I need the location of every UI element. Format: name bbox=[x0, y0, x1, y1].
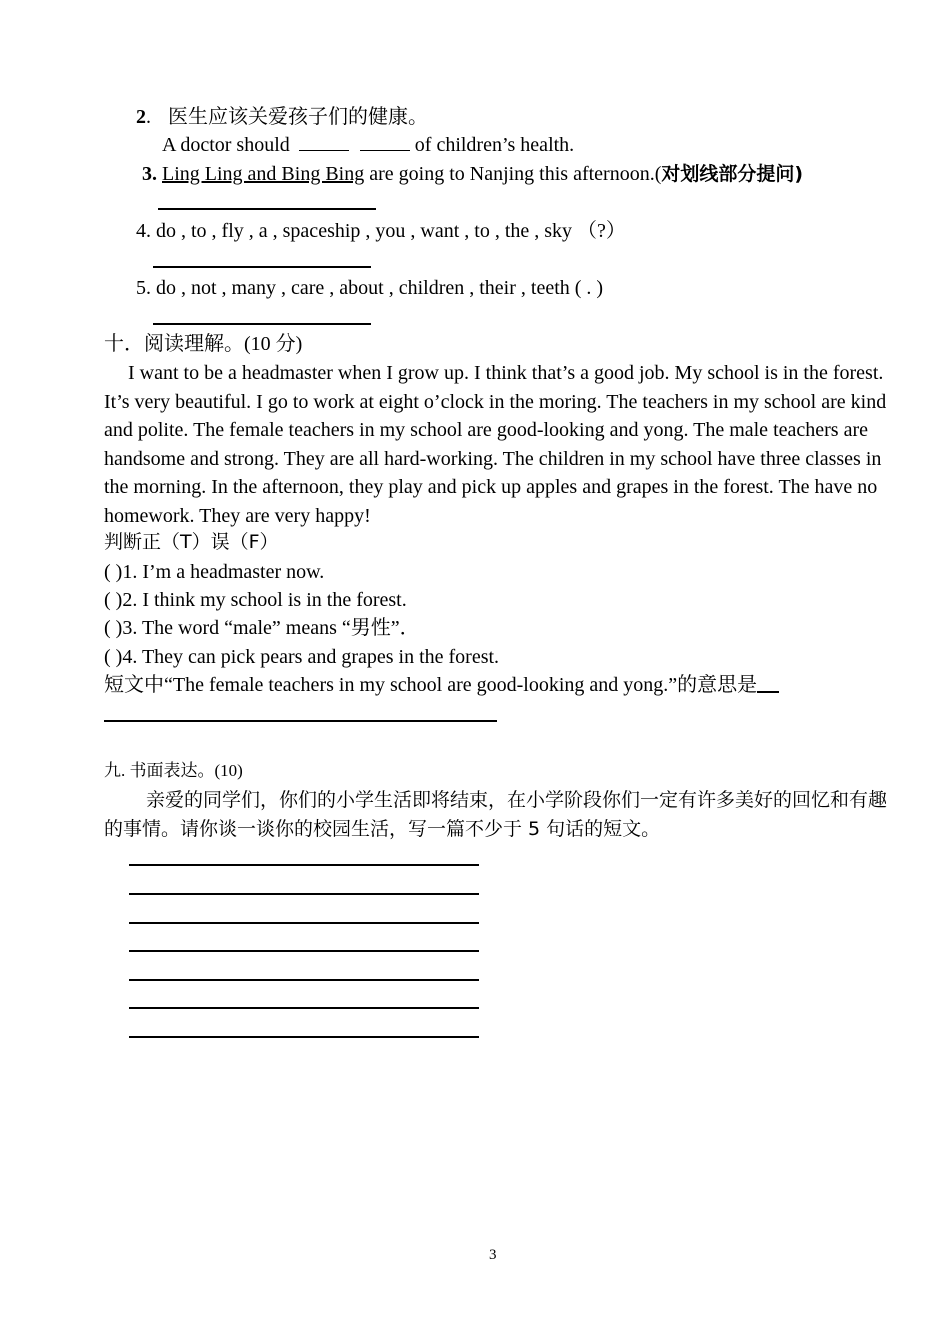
q2-answer-pre: A doctor should bbox=[162, 134, 290, 156]
q5-answer-line[interactable] bbox=[153, 323, 371, 325]
q4-text: 4. do , to , fly , a , spaceship , you , want , to , the , sky （?） bbox=[136, 220, 626, 242]
q2-blank-1[interactable] bbox=[299, 150, 349, 151]
writing-line-7[interactable] bbox=[129, 1036, 479, 1038]
section10-heading: 十．阅读理解。(10 分) bbox=[104, 333, 303, 355]
tf-item-1[interactable]: ( )1. I’m a headmaster now. bbox=[104, 561, 325, 583]
tf-item-3[interactable]: ( )3. The word “male” means “男性”． bbox=[104, 617, 420, 639]
page-number: 3 bbox=[489, 1247, 497, 1263]
q4-answer-line[interactable] bbox=[153, 266, 371, 268]
q3-bold-note: 对划线部分提问) bbox=[661, 163, 804, 185]
q2-number: 2 bbox=[136, 106, 146, 128]
q3-line bbox=[142, 164, 803, 184]
section9-heading: 九. 书面表达。(10) bbox=[104, 761, 243, 780]
q3-number: 3. bbox=[142, 163, 157, 185]
writing-line-4[interactable] bbox=[129, 950, 479, 952]
q3-rest: are going to Nanjing this afternoon.( bbox=[369, 163, 662, 185]
writing-line-6[interactable] bbox=[129, 1007, 479, 1009]
q3-answer-line[interactable] bbox=[158, 208, 376, 210]
writing-line-1[interactable] bbox=[129, 864, 479, 866]
q2-answer-post: of children’s health. bbox=[414, 134, 575, 156]
q5-text: 5. do , not , many , care , about , children , their , teeth ( . ) bbox=[136, 277, 604, 299]
q2-answer-line bbox=[162, 135, 574, 155]
q3-underlined-subject: Ling Ling and Bing Bing bbox=[162, 163, 365, 185]
tf-item-4[interactable]: ( )4. They can pick pears and grapes in the forest. bbox=[104, 646, 500, 668]
q2-line: 2. 医生应该关爱孩子们的健康。 bbox=[136, 104, 428, 128]
translate-prompt bbox=[104, 675, 779, 695]
writing-instructions: 亲爱的同学们，你们的小学生活即将结束，在小学阶段你们一定有许多美好的回忆和有趣的事情。请你谈一谈你的校园生活，写一篇不少于 5 句话的短文。 bbox=[104, 789, 888, 840]
translate-prompt-text: 短文中“The female teachers in my school are good-looking and yong.”的意思是 bbox=[104, 674, 758, 696]
writing-line-5[interactable] bbox=[129, 979, 479, 981]
reading-passage: I want to be a headmaster when I grow up. I think that’s a good job. My school is in the forest. It’s very beautiful. I go to work at eight o’clock in the moring. The teachers in my school are kind and polite. The female teachers in my school are good-looking and yong. The male teachers are handsome and strong. They are all hard-working. The children in my school have three classes in the morning. In the afternoon, they play and pick up apples and grapes in the forest. The have no homework. They are very happy! bbox=[104, 362, 887, 527]
translate-blank-start[interactable] bbox=[757, 691, 779, 693]
tf-item-2[interactable]: ( )2. I think my school is in the forest. bbox=[104, 589, 407, 611]
q2-blank-2[interactable] bbox=[360, 150, 410, 151]
tf-instruction: 判断正（T）误（F） bbox=[104, 531, 279, 553]
writing-line-2[interactable] bbox=[129, 893, 479, 895]
q2-prompt: 医生应该关爱孩子们的健康。 bbox=[168, 104, 428, 128]
writing-line-3[interactable] bbox=[129, 922, 479, 924]
translate-answer-line[interactable] bbox=[104, 720, 497, 722]
